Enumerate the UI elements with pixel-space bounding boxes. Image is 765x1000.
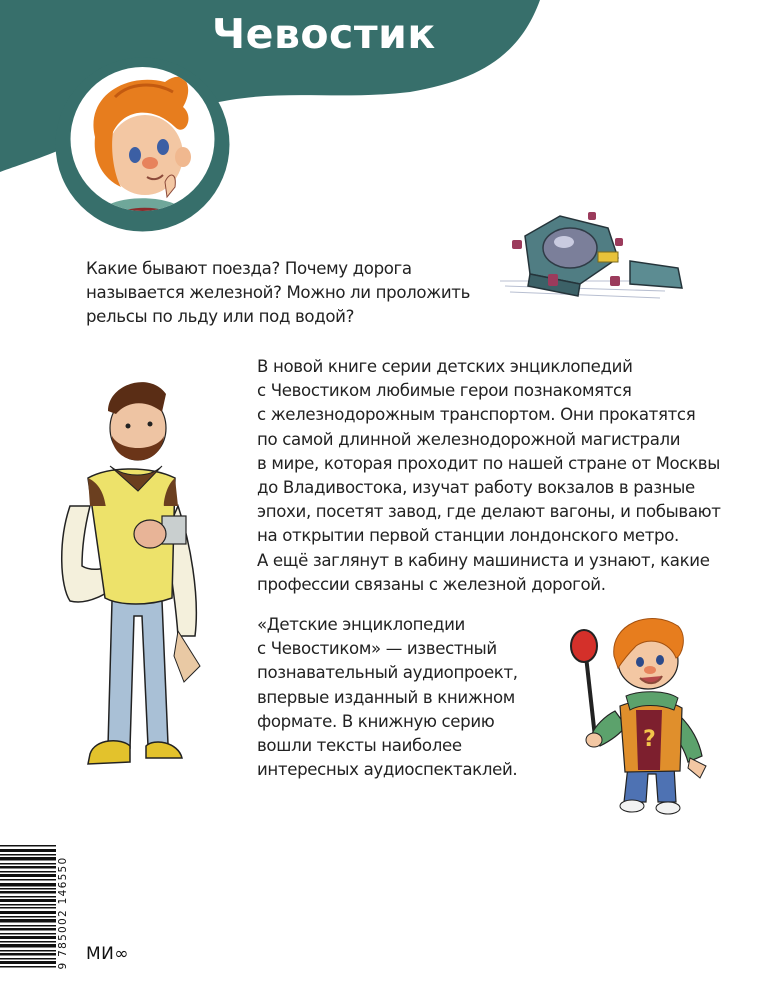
series-line: интересных аудиоспектаклей.: [257, 760, 518, 780]
description-line: с железнодорожным транспортом. Они прокатятся: [257, 405, 696, 425]
series-line: впервые изданный в книжном: [257, 687, 515, 707]
description-line: А ещё заглянут в кабину машиниста и узнают, какие: [257, 550, 710, 570]
series-line: «Детские энциклопедии: [257, 615, 465, 634]
intro-questions: [86, 257, 470, 330]
series-line: формате. В книжную серию: [257, 711, 495, 731]
isbn-number: [55, 843, 71, 983]
description-line: эпохи, посетят завод, где делают вагоны, и побывают: [257, 502, 721, 522]
description-line: в мире, которая проходит по нашей стране от Москвы: [257, 453, 720, 473]
series-note: [257, 613, 518, 782]
description-line: профессии связаны с железной дорогой.: [257, 574, 606, 594]
description-line: с Чевостиком любимые герои познакомятся: [257, 381, 632, 401]
series-line: с Чевостиком» — известный: [257, 639, 497, 659]
svg-text:?: ?: [643, 727, 656, 752]
publisher-logo: МИ∞: [86, 944, 130, 964]
uncle-kuzya-icon: [50, 366, 210, 776]
book-title: Чевостик: [212, 10, 436, 58]
magnifier-gadget-icon: [490, 206, 690, 306]
description-line: до Владивостока, изучат работу вокзалов в разные: [257, 478, 695, 498]
intro-line: Какие бывают поезда? Почему дорога: [86, 259, 412, 278]
intro-line: рельсы по льду или под водой?: [86, 307, 355, 327]
series-line: познавательный аудиопроект,: [257, 663, 518, 683]
chevostik-portrait-icon: [55, 57, 230, 232]
isbn-digits: 9 785002 146550: [57, 856, 69, 970]
book-description: [257, 355, 721, 597]
description-line: по самой длинной железнодорожной магистрали: [257, 429, 681, 449]
chevostik-with-signal-icon: [570, 606, 710, 816]
intro-line: называется железной? Можно ли проложить: [86, 283, 470, 303]
series-line: вошли тексты наиболее: [257, 736, 462, 756]
description-line: В новой книге серии детских энциклопедий: [257, 357, 633, 376]
description-line: на открытии первой станции лондонского метро.: [257, 526, 679, 546]
